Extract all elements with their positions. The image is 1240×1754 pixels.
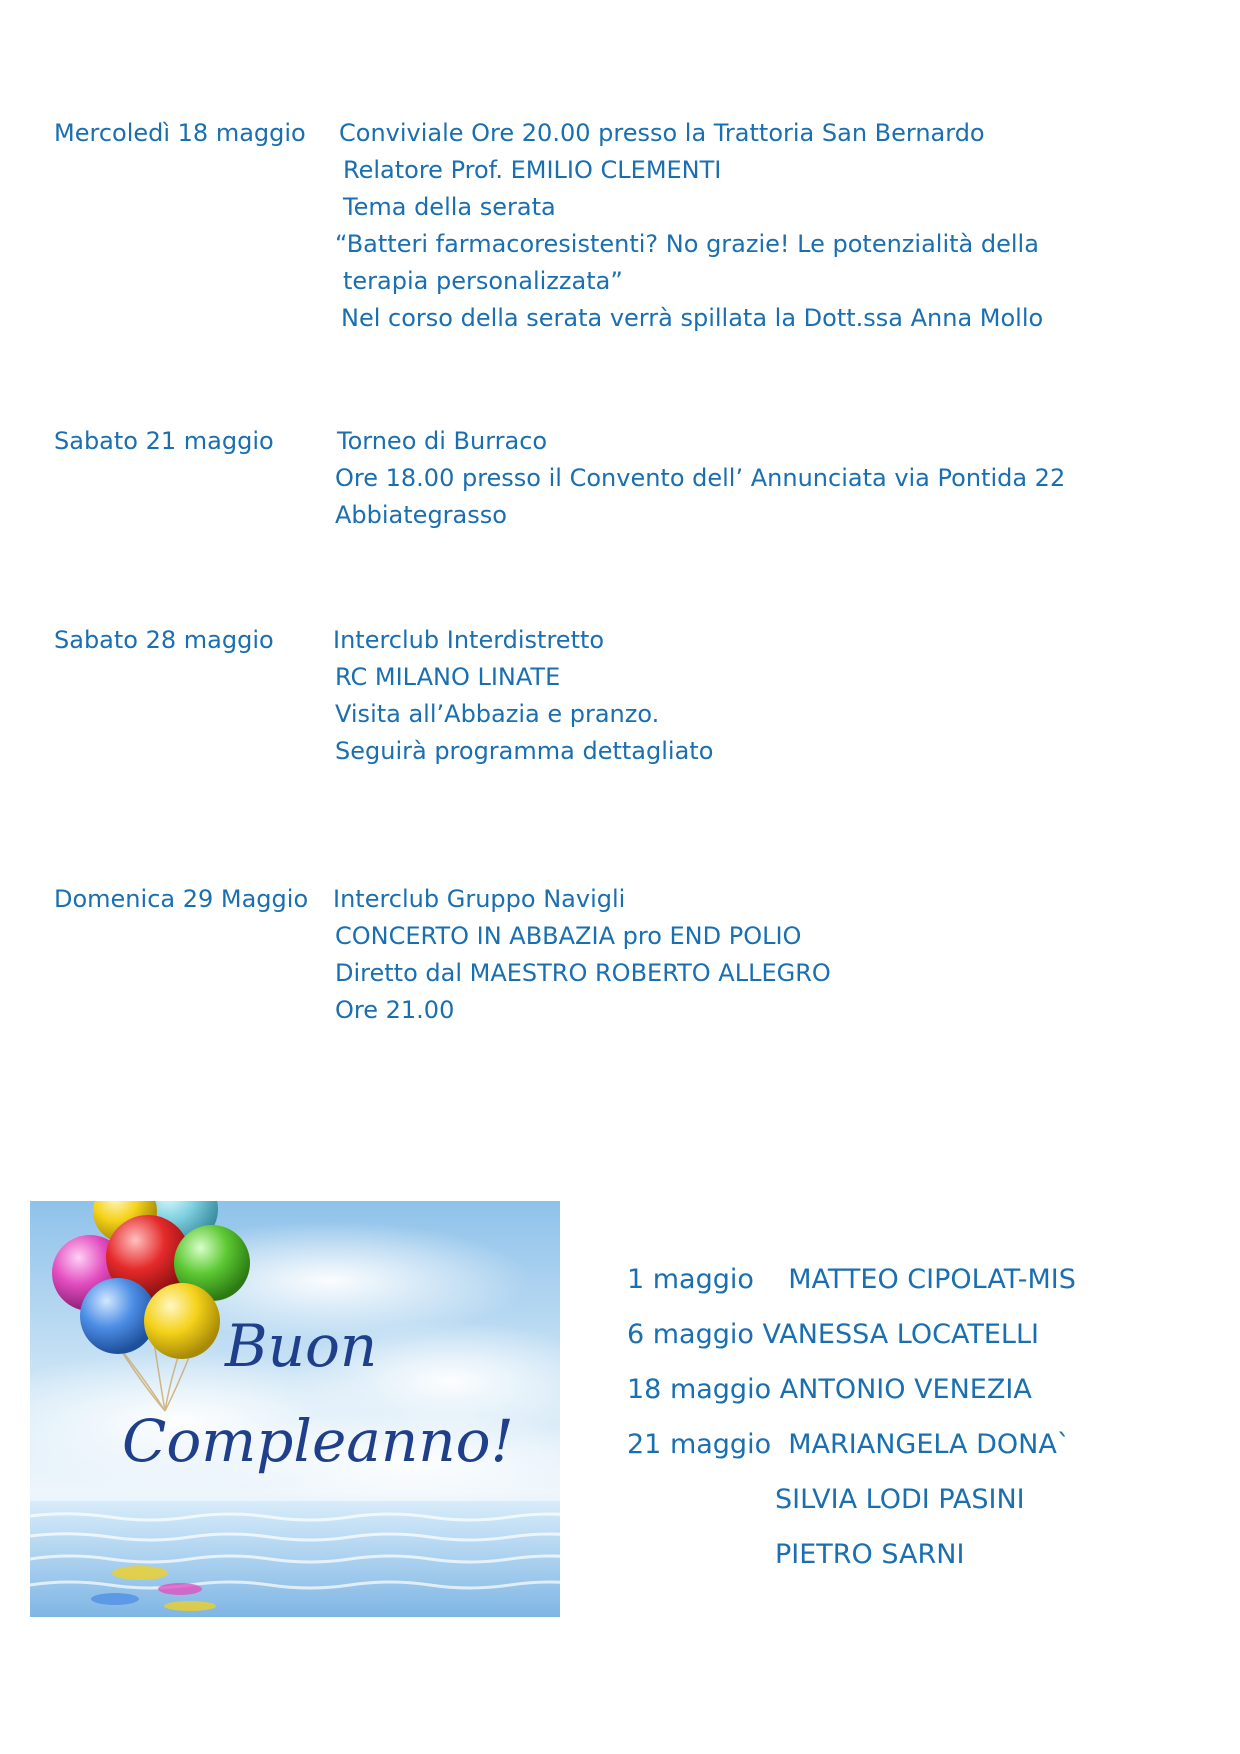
event-line: Abbiategrasso <box>335 501 507 529</box>
birthday-entry: 18 maggio ANTONIO VENEZIA <box>627 1374 1032 1405</box>
event-line: Ore 21.00 <box>335 996 455 1024</box>
birthday-illustration <box>30 1201 560 1617</box>
event-line: Tema della serata <box>343 193 556 221</box>
event-date: Sabato 21 maggio <box>54 427 274 455</box>
event-line: RC MILANO LINATE <box>335 663 561 691</box>
event-line: terapia personalizzata” <box>343 267 623 295</box>
event-line: Interclub Gruppo Navigli <box>333 885 626 913</box>
event-date: Sabato 28 maggio <box>54 626 274 654</box>
event-line: Visita all’Abbazia e pranzo. <box>335 700 660 728</box>
event-line: Interclub Interdistretto <box>333 626 605 654</box>
birthday-greeting-image <box>30 1201 560 1617</box>
event-line: CONCERTO IN ABBAZIA pro END POLIO <box>335 922 802 950</box>
event-line: Seguirà programma dettagliato <box>335 737 714 765</box>
birthday-entry: SILVIA LODI PASINI <box>775 1484 1025 1515</box>
event-line: “Batteri farmacoresistenti? No grazie! Le potenzialità della <box>335 230 1039 258</box>
event-line: Ore 18.00 presso il Convento dell’ Annunciata via Pontida 22 <box>335 464 1066 492</box>
greeting-line-1: Buon <box>225 1312 378 1380</box>
event-date: Mercoledì 18 maggio <box>54 119 306 147</box>
event-line: Diretto dal MAESTRO ROBERTO ALLEGRO <box>335 959 831 987</box>
event-date: Domenica 29 Maggio <box>54 885 309 913</box>
event-line: Relatore Prof. EMILIO CLEMENTI <box>343 156 722 184</box>
birthday-entry: 1 maggio MATTEO CIPOLAT-MIS <box>627 1264 1076 1295</box>
event-line: Conviviale Ore 20.00 presso la Trattoria San Bernardo <box>339 119 985 147</box>
event-line: Torneo di Burraco <box>337 427 548 455</box>
birthday-entry: PIETRO SARNI <box>775 1539 965 1570</box>
birthday-entry: 21 maggio MARIANGELA DONA` <box>627 1429 1071 1460</box>
event-line: Nel corso della serata verrà spillata la Dott.ssa Anna Mollo <box>341 304 1044 332</box>
birthday-entry: 6 maggio VANESSA LOCATELLI <box>627 1319 1039 1350</box>
greeting-line-2: Compleanno! <box>122 1407 514 1475</box>
